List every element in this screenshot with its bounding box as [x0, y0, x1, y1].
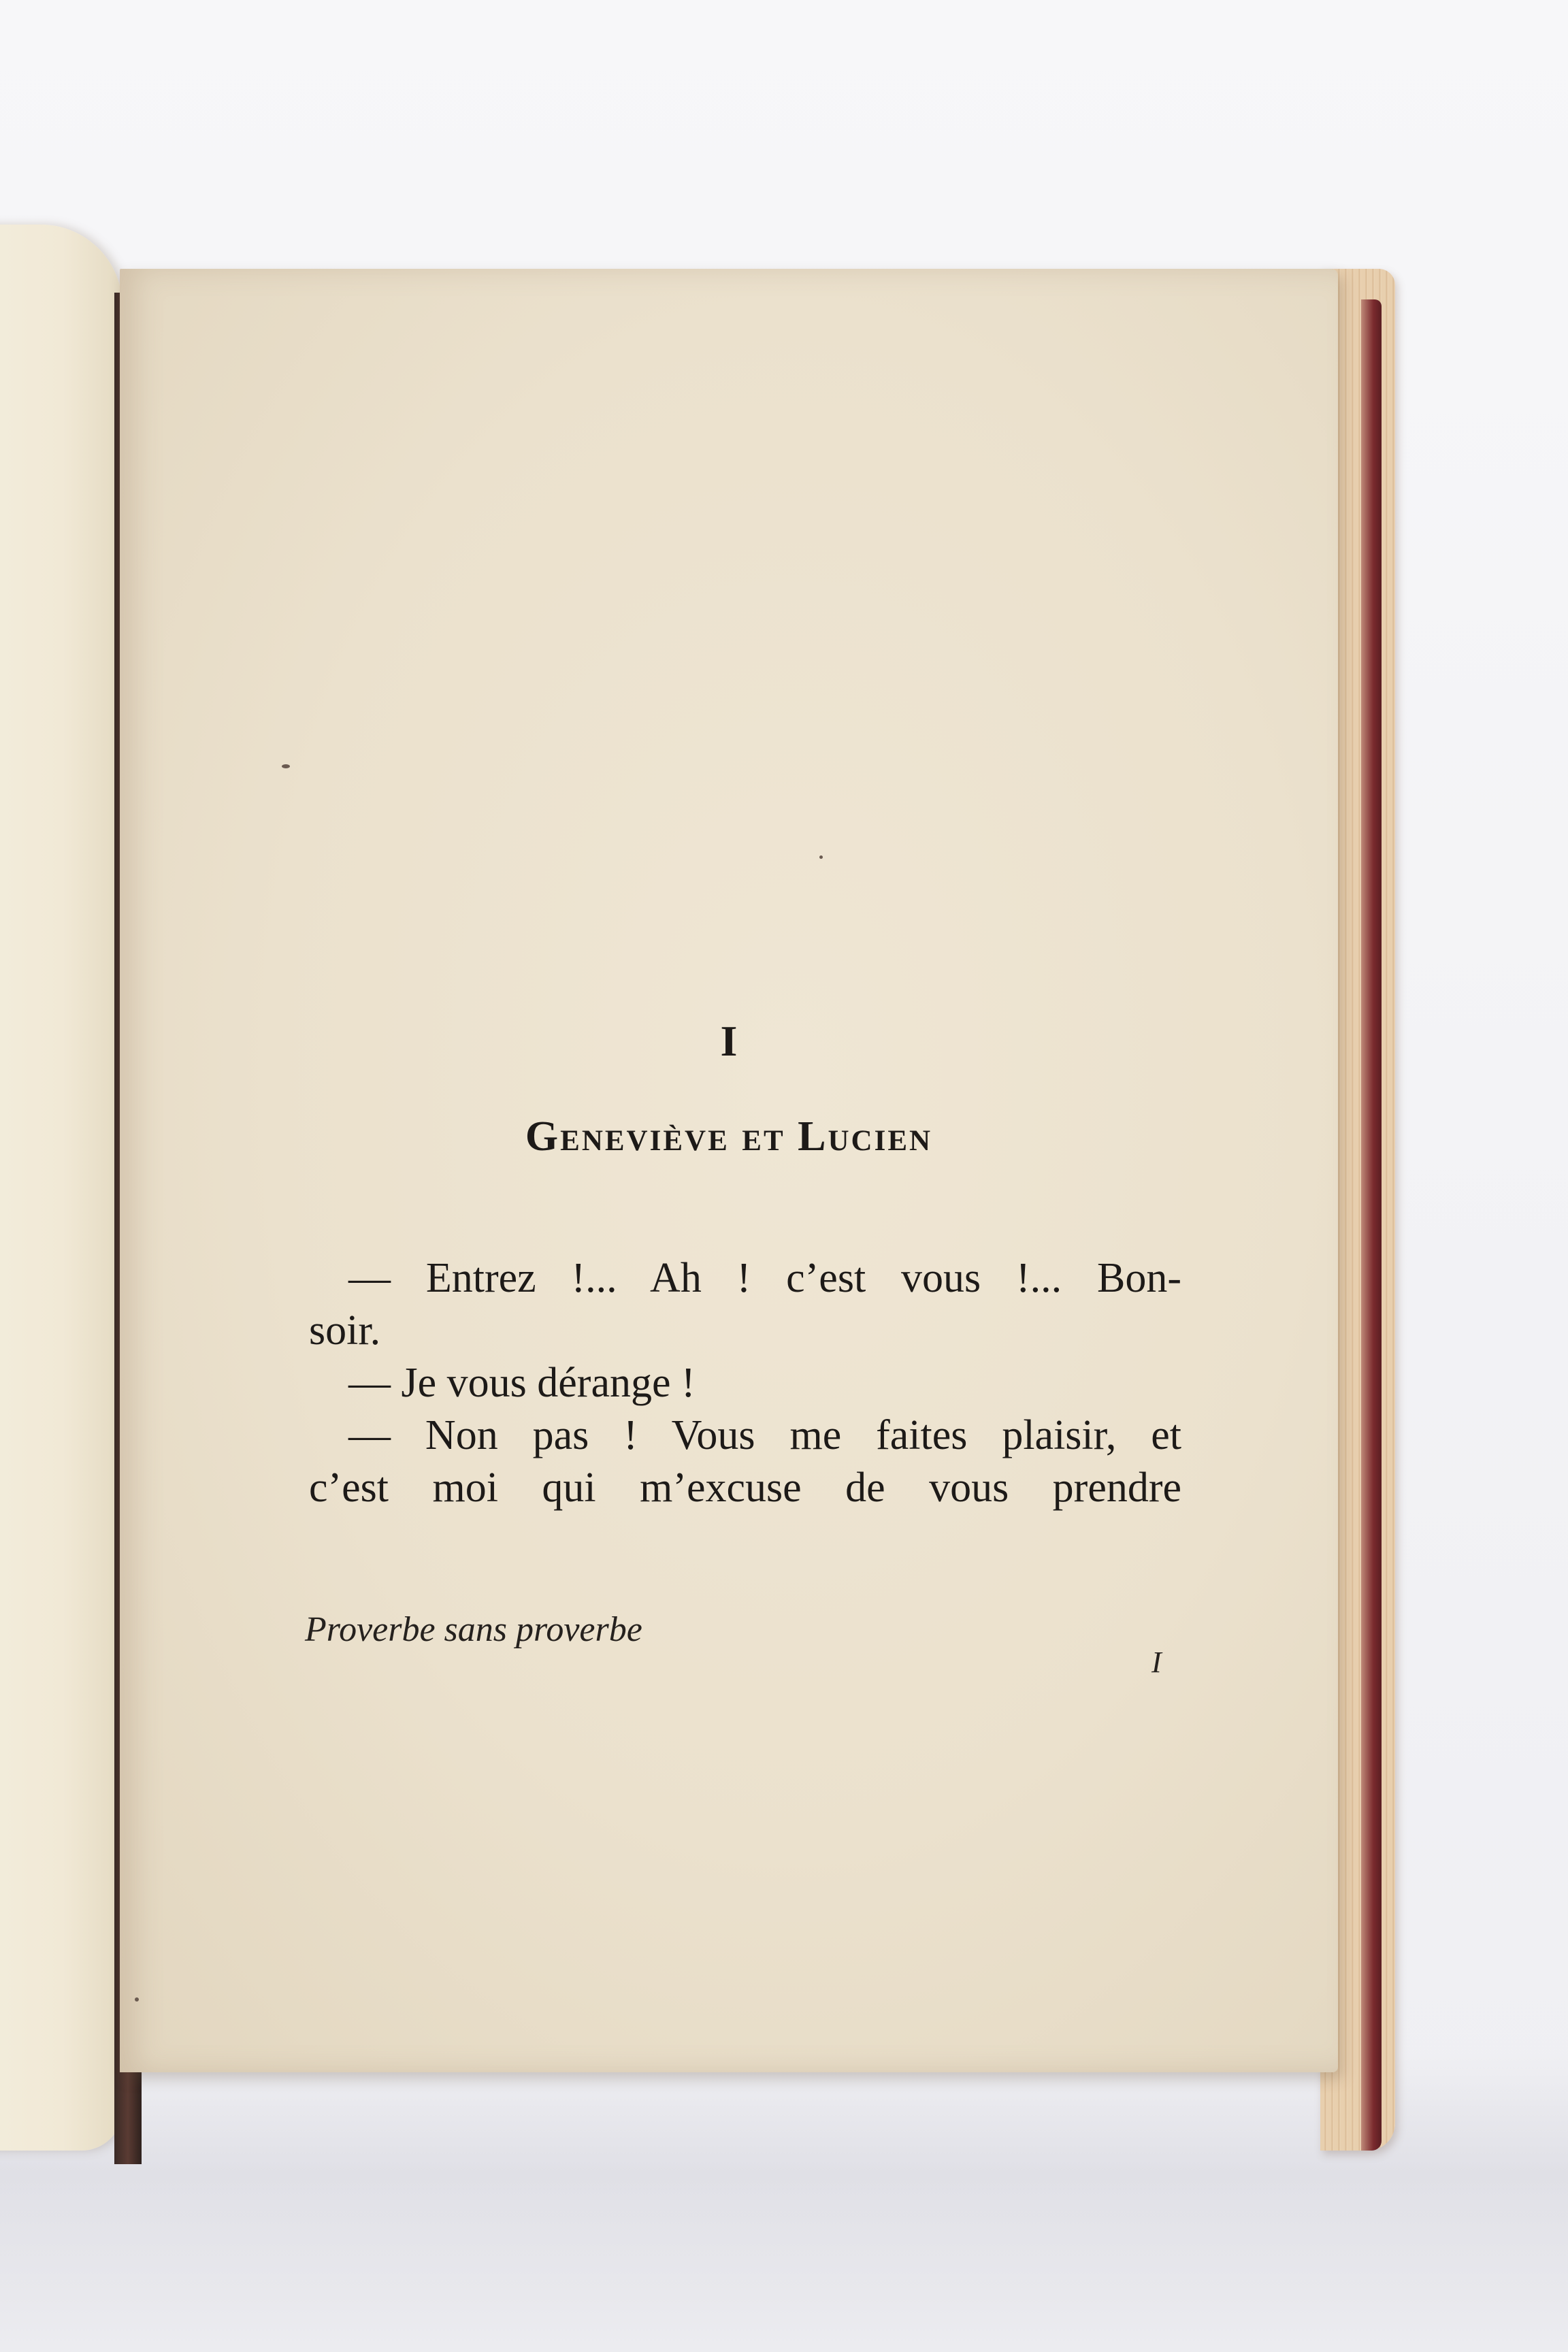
cover-edge	[1361, 299, 1382, 2151]
footer-title: Proverbe sans proverbe	[305, 1610, 642, 1649]
body-text	[309, 1252, 1181, 1514]
text-line: — Entrez !... Ah ! c’est vous !... Bon-	[348, 1255, 1181, 1301]
chapter-title: Geneviève et Lucien	[525, 1113, 933, 1160]
left-page-edge	[0, 225, 122, 2151]
page-footer	[305, 1610, 1190, 1684]
right-page	[120, 269, 1338, 2072]
text-line: — Je vous dérange !	[348, 1360, 696, 1406]
paper-speck	[135, 1997, 139, 2002]
text-line: c’est moi qui m’excuse de vous prendre	[309, 1465, 1181, 1511]
paper-speck	[282, 764, 290, 768]
text-line: soir.	[309, 1307, 381, 1354]
signature-mark: I	[1152, 1646, 1162, 1679]
text-line: — Non pas ! Vous me faites plaisir, et	[348, 1412, 1181, 1458]
paper-speck	[819, 855, 823, 859]
chapter-number: I	[720, 1017, 738, 1065]
